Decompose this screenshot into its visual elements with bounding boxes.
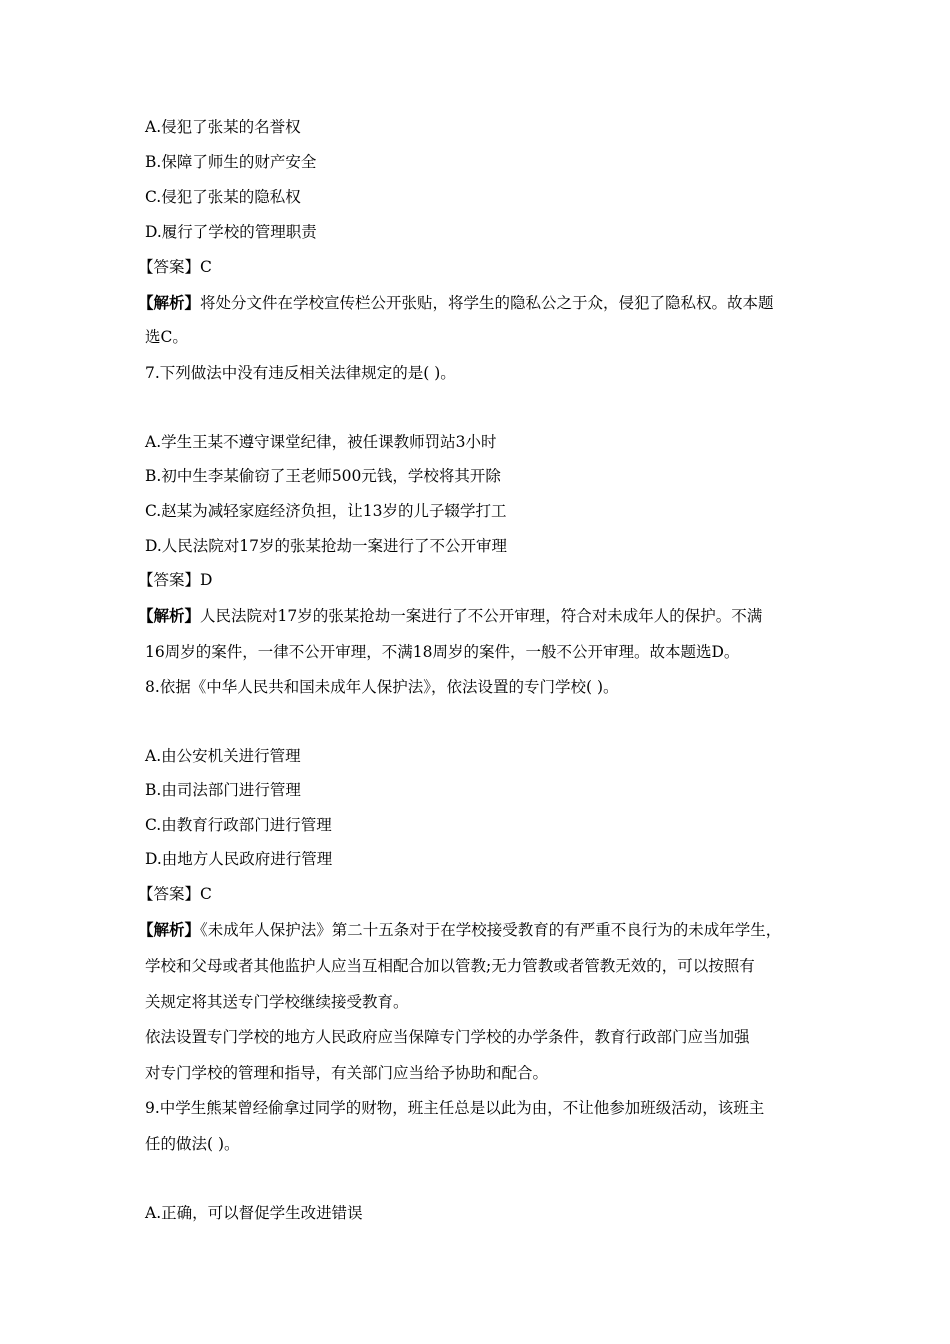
q6-explanation-line-1 — [138, 293, 774, 313]
q8-option-a: A.由公安机关进行管理 — [145, 747, 301, 765]
q6-explanation-label: 【解析】 — [138, 293, 201, 312]
q8-explanation-line-3: 关规定将其送专门学校继续接受教育。 — [145, 993, 409, 1011]
q7-question: 7.下列做法中没有违反相关法律规定的是( )。 — [145, 364, 456, 382]
q7-explanation-label: 【解析】 — [138, 606, 201, 625]
q6-explanation-text: 将处分文件在学校宣传栏公开张贴，将学生的隐私公之于众，侵犯了隐私权。故本题 — [200, 294, 774, 312]
q8-explanation-line-1 — [138, 920, 781, 940]
q7-option-b: B.初中生李某偷窃了王老师500元钱，学校将其开除 — [145, 467, 501, 485]
q8-option-c: C.由教育行政部门进行管理 — [145, 816, 332, 834]
q9-option-a: A.正确，可以督促学生改进错误 — [145, 1204, 363, 1222]
q6-answer: 【答案】C — [138, 258, 212, 276]
q8-question: 8.依据《中华人民共和国未成年人保护法》，依法设置的专门学校( )。 — [145, 678, 619, 696]
q8-explanation-line-5: 对专门学校的管理和指导，有关部门应当给予协助和配合。 — [145, 1064, 549, 1082]
q6-option-b: B.保障了师生的财产安全 — [145, 153, 317, 171]
q7-option-c: C.赵某为减轻家庭经济负担，让13岁的儿子辍学打工 — [145, 502, 507, 520]
q8-option-d: D.由地方人民政府进行管理 — [145, 850, 333, 868]
q6-option-c: C.侵犯了张某的隐私权 — [145, 188, 301, 206]
q7-explanation-line-2: 16周岁的案件，一律不公开审理，不满18周岁的案件，一般不公开审理。故本题选D。 — [145, 643, 740, 661]
q9-question-line-2: 任的做法( )。 — [145, 1135, 240, 1153]
q7-answer: 【答案】D — [138, 571, 213, 589]
q8-explanation-line-2: 学校和父母或者其他监护人应当互相配合加以管教;无力管教或者管教无效的，可以按照有 — [145, 957, 755, 975]
q7-explanation-line-1 — [138, 606, 762, 626]
q8-explanation-line-4: 依法设置专门学校的地方人民政府应当保障专门学校的办学条件，教育行政部门应当加强 — [145, 1028, 750, 1046]
q8-answer: 【答案】C — [138, 885, 212, 903]
q8-explanation-text: 《未成年人保护法》第二十五条对于在学校接受教育的有严重不良行为的未成年学生， — [200, 921, 782, 939]
q6-option-d: D.履行了学校的管理职责 — [145, 223, 317, 241]
q9-question-line-1: 9.中学生熊某曾经偷拿过同学的财物，班主任总是以此为由，不让他参加班级活动，该班主 — [145, 1099, 765, 1117]
q8-explanation-label: 【解析】 — [138, 920, 201, 939]
q8-option-b: B.由司法部门进行管理 — [145, 781, 301, 799]
q7-option-a: A.学生王某不遵守课堂纪律，被任课教师罚站3小时 — [145, 433, 497, 451]
q6-explanation-line-2: 选C。 — [145, 328, 188, 346]
q6-option-a: A.侵犯了张某的名誉权 — [145, 118, 301, 136]
q7-explanation-text: 人民法院对17岁的张某抢劫一案进行了不公开审理，符合对未成年人的保护。不满 — [200, 607, 763, 625]
q7-option-d: D.人民法院对17岁的张某抢劫一案进行了不公开审理 — [145, 537, 508, 555]
